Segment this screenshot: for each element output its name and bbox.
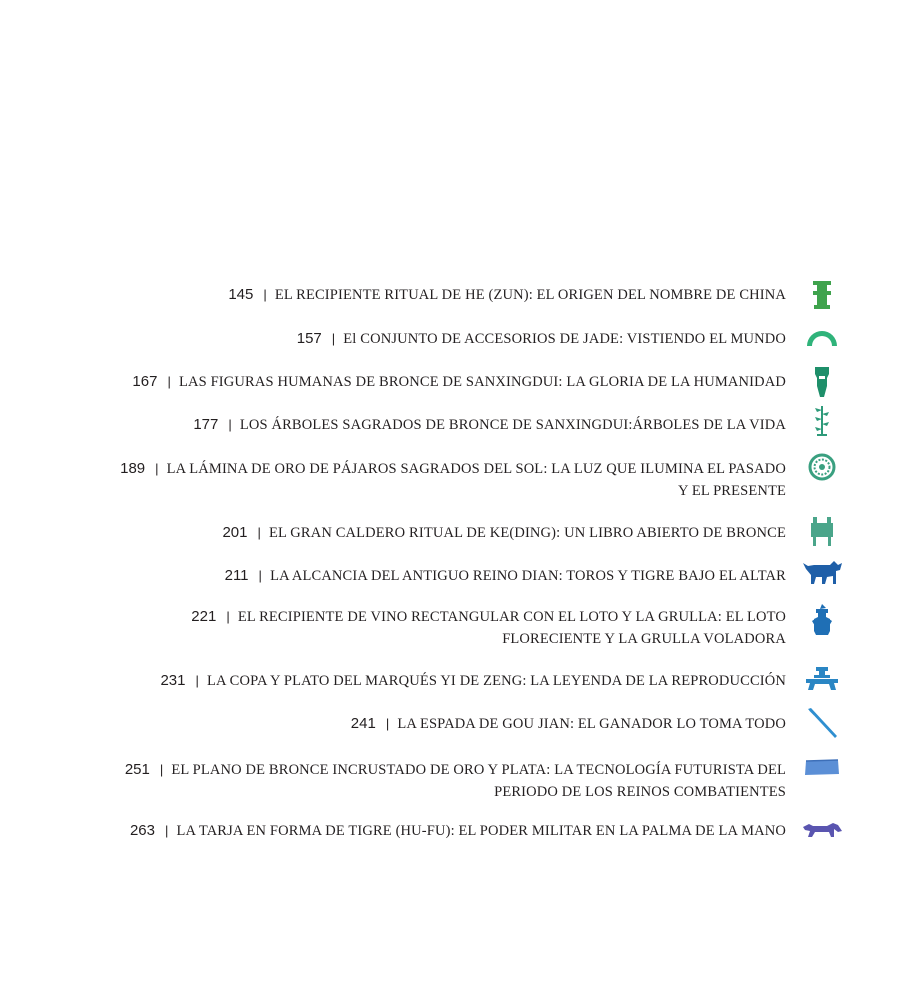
toc-entry-line (26, 565, 786, 587)
ding-cauldron-icon (800, 515, 844, 547)
page-number: 157 (296, 330, 322, 347)
page-number: 231 (160, 672, 186, 689)
separator: | (226, 609, 230, 624)
page-number: 177 (193, 416, 219, 433)
entry-title-continued: FLORECIENTE Y LA GRULLA VOLADORA (502, 631, 786, 647)
separator: | (167, 374, 171, 389)
entry-title: LA COPA Y PLATO DEL MARQUÉS YI DE ZENG: LA LEYENDA DE LA REPRODUCCIÓN (207, 673, 786, 689)
entry-title-continued: Y EL PRESENTE (677, 483, 786, 499)
tiger-tally-icon (800, 815, 844, 847)
bronze-figure-icon (800, 366, 844, 398)
entry-title: El CONJUNTO DE ACCESORIOS DE JADE: VISTIENDO EL MUNDO (343, 331, 786, 347)
page-number: 145 (228, 286, 254, 303)
page-number: 241 (350, 715, 376, 732)
toc-entry[interactable] (26, 713, 786, 735)
toc-entry[interactable] (26, 565, 786, 587)
toc-entry[interactable] (26, 820, 786, 842)
toc-entry-line (26, 820, 786, 842)
cup-plate-icon (800, 663, 844, 695)
page-number: 211 (224, 567, 249, 584)
toc-entry-line (26, 328, 786, 350)
toc-entry-line (26, 606, 786, 628)
page-number: 263 (129, 822, 155, 839)
sword-icon (800, 707, 844, 739)
sun-disc-icon (800, 451, 844, 483)
entry-title: LA TARJA EN FORMA DE TIGRE (HU-FU): EL PODER MILITAR EN LA PALMA DE LA MANO (176, 823, 786, 839)
page-number: 221 (191, 608, 217, 625)
separator: | (228, 417, 232, 432)
toc-entry-line (26, 284, 786, 306)
toc-entry-line (26, 713, 786, 735)
toc-entry-line (26, 371, 786, 393)
entry-title: LA ESPADA DE GOU JIAN: EL GANADOR LO TOMA TODO (397, 716, 786, 732)
toc-entry[interactable] (26, 458, 786, 502)
separator: | (331, 331, 336, 346)
separator: | (195, 673, 200, 688)
entry-title: EL PLANO DE BRONCE INCRUSTADO DE ORO Y PLATA: LA TECNOLOGÍA FUTURISTA DEL (171, 762, 786, 778)
toc-entry-line (26, 414, 786, 436)
page-number: 167 (132, 373, 158, 390)
entry-title: EL GRAN CALDERO RITUAL DE KE(DING): UN LIBRO ABIERTO DE BRONCE (269, 525, 786, 541)
separator: | (159, 762, 164, 777)
toc-entry[interactable] (26, 606, 786, 650)
toc-entry[interactable] (26, 371, 786, 393)
sacred-tree-icon (800, 405, 844, 437)
jade-arc-icon (800, 324, 844, 356)
entry-title: EL RECIPIENTE DE VINO RECTANGULAR CON EL LOTO Y LA GRULLA: EL LOTO (237, 609, 786, 625)
page-number: 251 (124, 761, 150, 778)
separator: | (263, 287, 267, 302)
toc-entry[interactable] (26, 670, 786, 692)
separator: | (164, 823, 169, 838)
page-number: 189 (120, 460, 146, 477)
separator: | (257, 525, 262, 540)
zun-vessel-icon (800, 279, 844, 311)
entry-title: LAS FIGURAS HUMANAS DE BRONCE DE SANXINGDUI: LA GLORIA DE LA HUMANIDAD (178, 374, 786, 390)
separator: | (258, 568, 263, 583)
entry-title: LA ALCANCIA DEL ANTIGUO REINO DIAN: TOROS Y TIGRE BAJO EL ALTAR (270, 568, 786, 584)
toc-entry-line (26, 670, 786, 692)
toc-entry-line (26, 522, 786, 544)
toc-entry-line (26, 759, 786, 781)
toc-entry[interactable] (26, 522, 786, 544)
separator: | (155, 461, 159, 476)
separator: | (385, 716, 390, 731)
toc-entry[interactable] (26, 284, 786, 306)
bull-tiger-icon (800, 557, 844, 589)
toc-entry[interactable] (26, 328, 786, 350)
entry-title: LA LÁMINA DE ORO DE PÁJAROS SAGRADOS DEL SOL: LA LUZ QUE ILUMINA EL PASADO (166, 461, 786, 477)
bronze-plan-icon (800, 752, 844, 784)
page-number: 201 (222, 524, 248, 541)
entry-title: LOS ÁRBOLES SAGRADOS DE BRONCE DE SANXINGDUI:ÁRBOLES DE LA VIDA (239, 417, 786, 433)
toc-entry[interactable] (26, 759, 786, 803)
toc-entry-line (26, 458, 786, 480)
entry-title: EL RECIPIENTE RITUAL DE HE (ZUN): EL ORIGEN DEL NOMBRE DE CHINA (274, 287, 786, 303)
entry-title-continued: PERIODO DE LOS REINOS COMBATIENTES (494, 784, 786, 800)
toc-entry[interactable] (26, 414, 786, 436)
lotus-crane-vessel-icon (800, 604, 844, 636)
